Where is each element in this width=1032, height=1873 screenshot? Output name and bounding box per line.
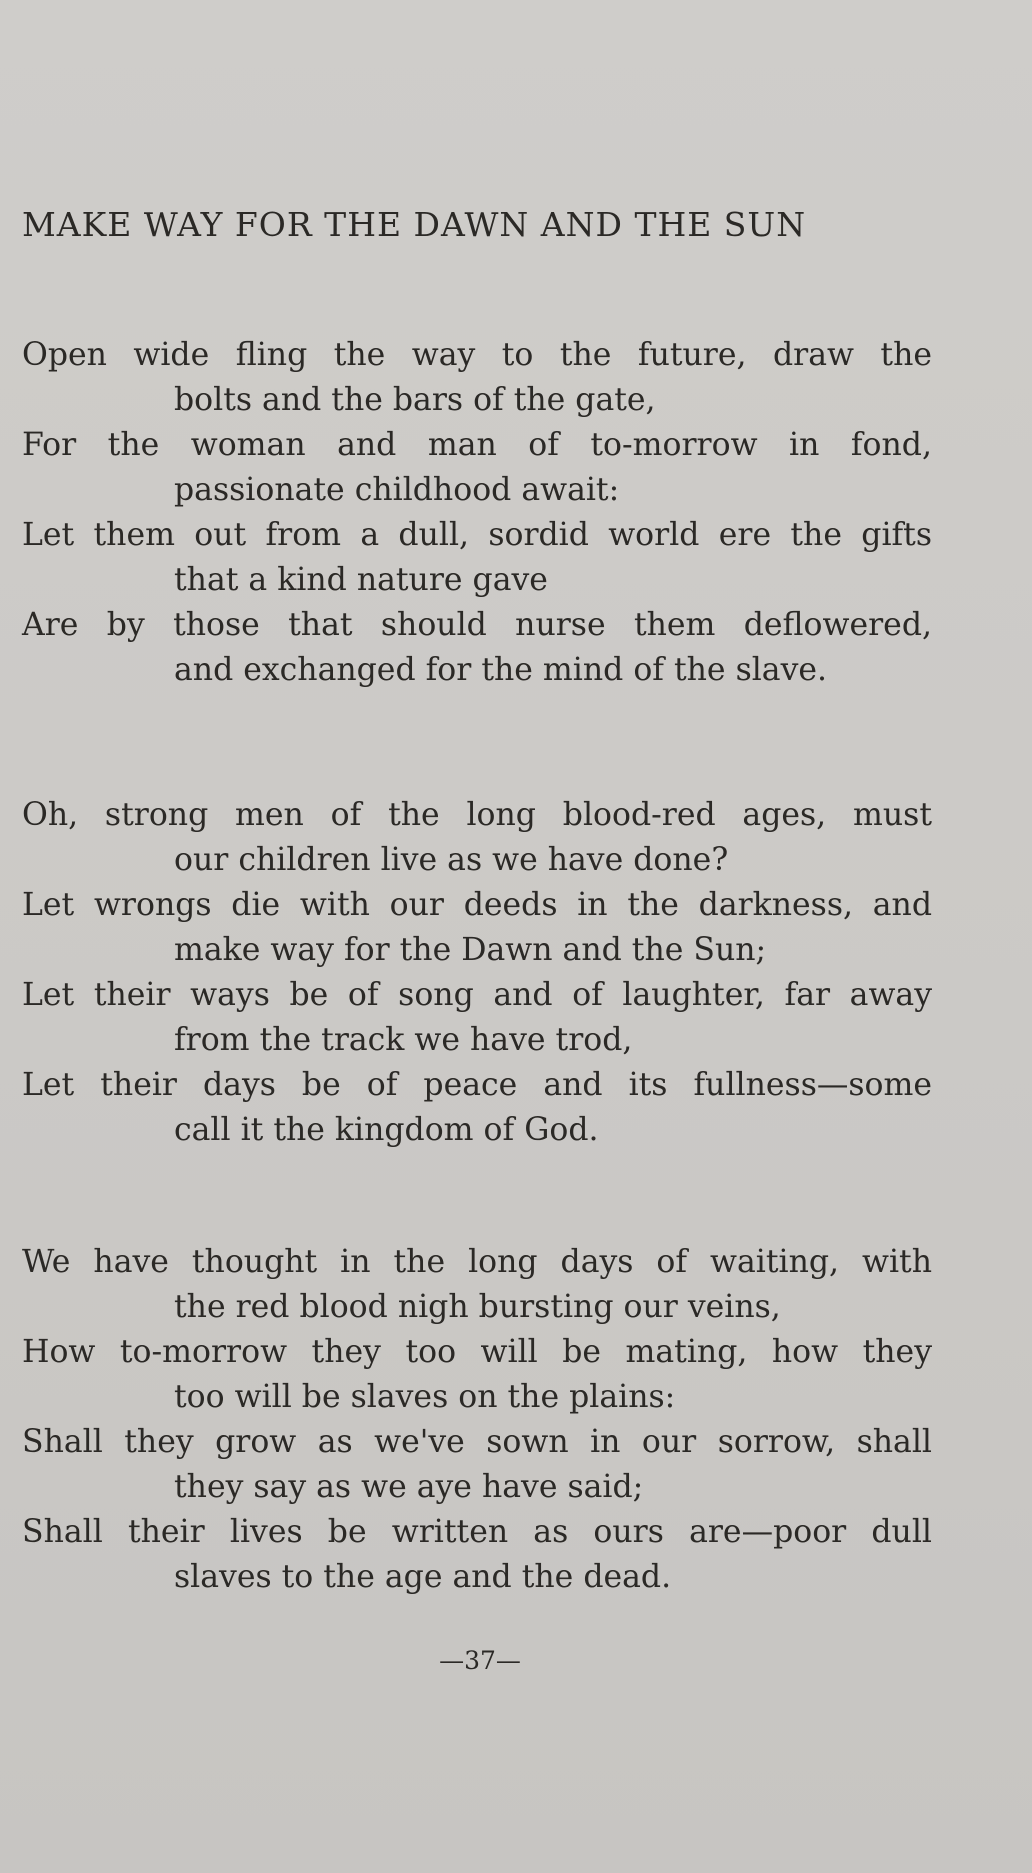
verse-line-continuation: and exchanged for the mind of the slave. (174, 652, 828, 688)
verse-line-continuation: from the track we have trod, (174, 1022, 633, 1058)
verse-line-first: Shall they grow as we've sown in our sorrow, shall (22, 1424, 932, 1460)
verse-line (22, 513, 932, 603)
verse-line-continuation: that a kind nature gave (174, 562, 548, 598)
verse-line (22, 1420, 932, 1510)
verse-line (22, 793, 932, 883)
page-number: —37— (439, 1646, 521, 1675)
verse-line (22, 1330, 932, 1420)
verse-line-continuation: they say as we aye have said; (174, 1469, 644, 1505)
verse-line-first: Oh, strong men of the long blood-red ages, must (22, 797, 932, 833)
stanza-2 (22, 793, 932, 1153)
verse-line-first: Are by those that should nurse them deflowered, (22, 607, 932, 643)
verse-line (22, 423, 932, 513)
verse-line-continuation: too will be slaves on the plains: (174, 1379, 676, 1415)
verse-line-continuation: call it the kingdom of God. (174, 1112, 599, 1148)
verse-line (22, 1240, 932, 1330)
verse-line (22, 883, 932, 973)
verse-line-first: Let them out from a dull, sordid world ere the gifts (22, 517, 932, 553)
verse-line-first: Let their ways be of song and of laughter, far away (22, 977, 932, 1013)
verse-line (22, 1063, 932, 1153)
verse-line-first: Let wrongs die with our deeds in the darkness, and (22, 887, 932, 923)
verse-line-continuation: make way for the Dawn and the Sun; (174, 932, 767, 968)
verse-line-first: For the woman and man of to-morrow in fond, (22, 427, 932, 463)
verse-line-first: Shall their lives be written as ours are—poor dull (22, 1514, 932, 1550)
verse-line-continuation: bolts and the bars of the gate, (174, 382, 656, 418)
verse-line (22, 603, 932, 693)
verse-line (22, 1510, 932, 1600)
verse-line (22, 333, 932, 423)
verse-line-first: Let their days be of peace and its fullness—some (22, 1067, 932, 1103)
verse-line-continuation: slaves to the age and the dead. (174, 1559, 672, 1595)
verse-line (22, 973, 932, 1063)
verse-line-continuation: passionate childhood await: (174, 472, 620, 508)
stanza-1 (22, 333, 932, 693)
verse-line-first: We have thought in the long days of waiting, with (22, 1244, 932, 1280)
stanza-3 (22, 1240, 932, 1600)
poem-title: MAKE WAY FOR THE DAWN AND THE SUN (22, 205, 807, 244)
verse-line-continuation: the red blood nigh bursting our veins, (174, 1289, 781, 1325)
verse-line-first: How to-morrow they too will be mating, how they (22, 1334, 932, 1370)
verse-line-continuation: our children live as we have done? (174, 842, 729, 878)
verse-line-first: Open wide fling the way to the future, draw the (22, 337, 932, 373)
